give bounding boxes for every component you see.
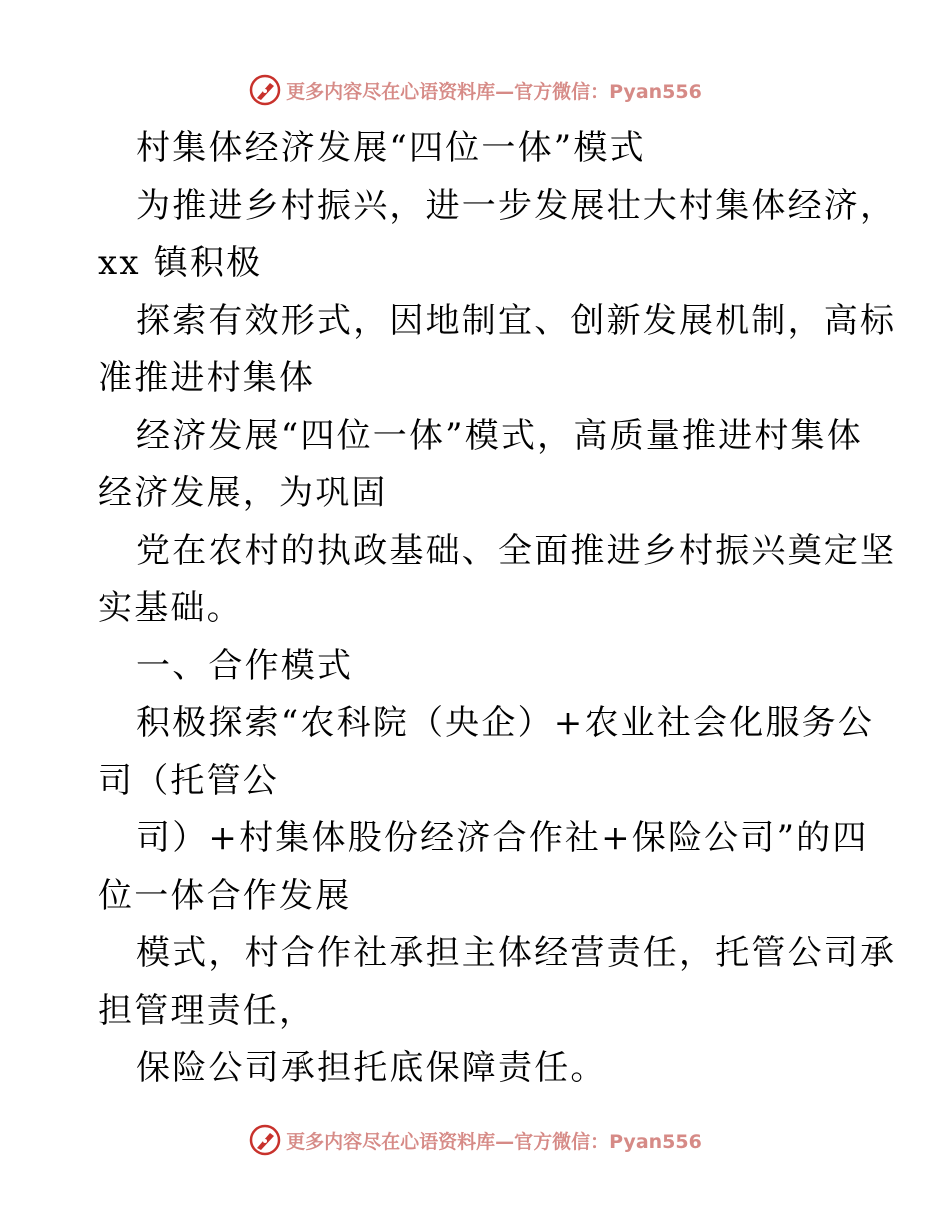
text-line: 位一体合作发展 [98, 875, 352, 916]
text-line: 模式，村合作社承担主体经营责任，托管公司承 [136, 933, 897, 973]
text-line: 实基础。 [98, 588, 243, 628]
footer-watermark-banner [0, 1120, 950, 1160]
pen-nib-circle-icon [248, 73, 282, 107]
text-line: 经济发展“四位一体”模式，高质量推进村集体 [136, 415, 863, 456]
watermark-text: 更多内容尽在心语资料库—官方微信：Pyan556 [286, 1130, 702, 1153]
text-line: 党在农村的执政基础、全面推进乡村振兴奠定坚 [136, 530, 897, 571]
document-body [98, 120, 897, 1098]
text-line: 村集体经济发展“四位一体”模式 [136, 128, 646, 168]
pen-nib-circle-icon [248, 1123, 282, 1157]
text-line: xx 镇积极 [98, 243, 263, 283]
text-line: 积极探索“农科院（央企）+农业社会化服务公 [136, 703, 875, 743]
watermark-text: 更多内容尽在心语资料库—官方微信：Pyan556 [286, 80, 702, 103]
text-line: 经济发展，为巩固 [98, 473, 388, 513]
text-line: 一、合作模式 [136, 645, 354, 686]
text-line: 探索有效形式，因地制宜、创新发展机制，高标 [136, 300, 897, 341]
text-line: 担管理责任， [98, 990, 316, 1031]
text-line: 保险公司承担托底保障责任。 [136, 1048, 607, 1088]
text-line: 司）+村集体股份经济合作社+保险公司”的四 [136, 818, 869, 858]
text-line: 司（托管公 [98, 760, 279, 801]
header-watermark-banner [0, 70, 950, 110]
text-line: 准推进村集体 [98, 358, 316, 398]
text-line: 为推进乡村振兴，进一步发展壮大村集体经济， [136, 185, 897, 226]
